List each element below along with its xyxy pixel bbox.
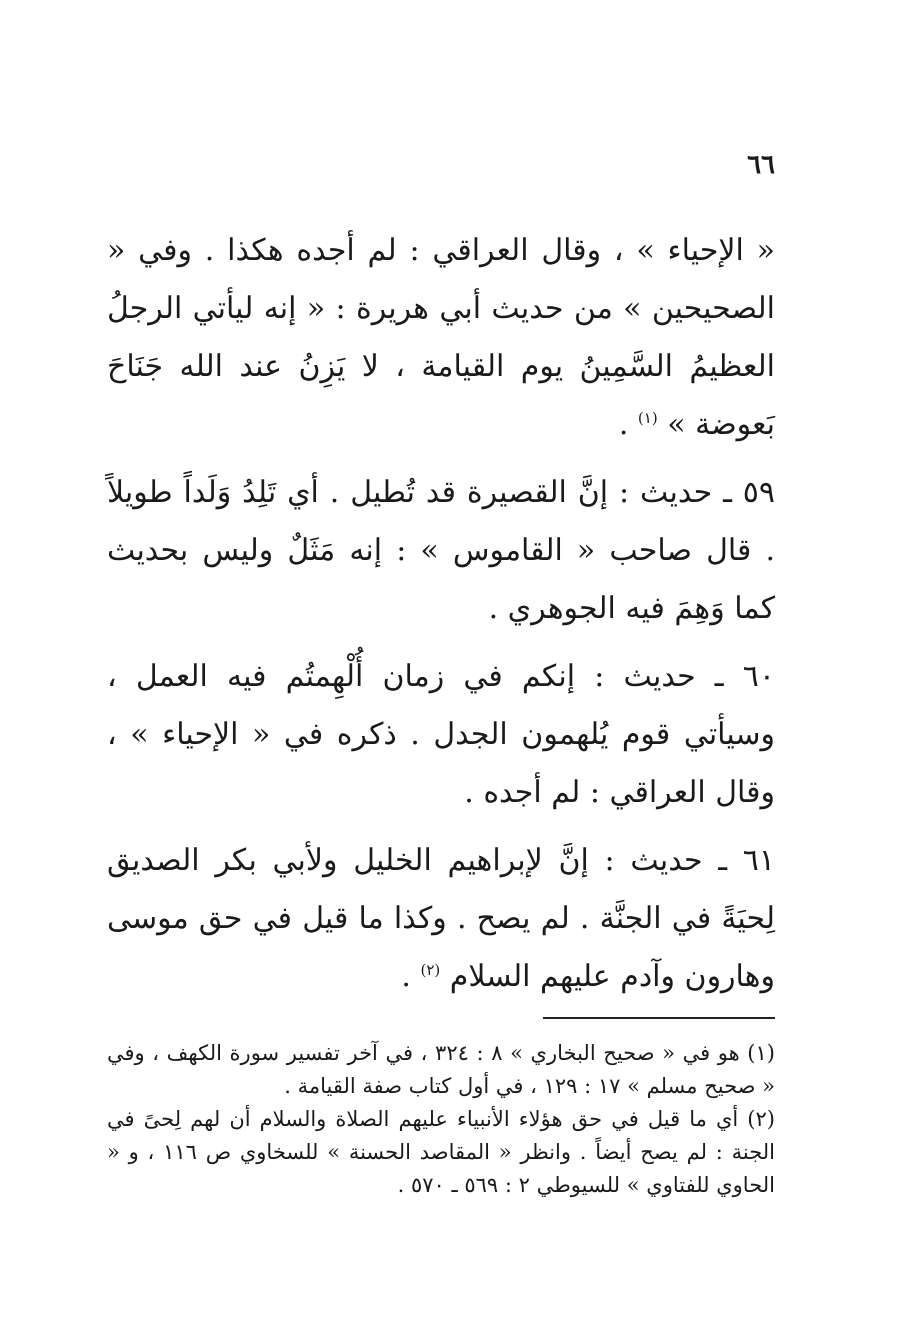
paragraph-end-mark: . bbox=[618, 407, 638, 442]
paragraph-end-mark: . bbox=[401, 959, 421, 994]
page-number: ٦٦ bbox=[747, 150, 775, 180]
paragraph-hadith-59: ٥٩ ـ حديث : إنَّ القصيرة قد تُطيل . أي تَلِدُ وَلَداً طويلاً . قال صاحب « القاموس » : إنه مَثَلٌ وليس بحديث كما وَهِمَ فيه الجوهري . bbox=[107, 475, 775, 626]
footnote-1: (١) هو في « صحيح البخاري » ٨ : ٣٢٤ ، في آخر تفسير سورة الكهف ، وفي « صحيح مسلم » ١٧ : ١٢٩ ، في أول كتاب صفة القيامة . bbox=[107, 1041, 775, 1098]
paragraph-hadith-60: ٦٠ ـ حديث : إنكم في زمان أُلْهِمتُم فيه العمل ، وسيأتي قوم يُلهمون الجدل . ذكره في « الإحياء » ، وقال العراقي : لم أجده . bbox=[107, 659, 775, 810]
paragraph-continuation bbox=[107, 222, 775, 454]
paragraph-hadith-61 bbox=[107, 832, 775, 1006]
paragraph-text: ٦١ ـ حديث : إنَّ لإبراهيم الخليل ولأبي بكر الصديق لِحيَةً في الجنَّة . لم يصح . وكذا ما قيل في حق موسى وهارون وآدم عليهم السلام bbox=[107, 843, 775, 994]
footnote-ref-2: (٢) bbox=[420, 961, 441, 979]
footnote-2: (٢) أي ما قيل في حق هؤلاء الأنبياء عليهم الصلاة والسلام أن لهم لِحىً في الجنة : لم يصح أيضاً . وانظر « المقاصد الحسنة » للسخاوي ص ١١٦ ، و « الحاوي للفتاوي » للسيوطي ٢ : ٥٦٩ ـ ٥٧٠ . bbox=[107, 1107, 775, 1197]
footnote-ref-1: (١) bbox=[637, 409, 658, 427]
paragraph-text: « الإحياء » ، وقال العراقي : لم أجده هكذا . وفي « الصحيحين » من حديث أبي هريرة : « إنه ليأتي الرجلُ العظيمُ السَّمِينُ يوم القيامة ، لا يَزِنُ عند الله جَنَاحَ بَعوضة » bbox=[107, 233, 775, 442]
main-text bbox=[107, 222, 775, 1016]
footnotes bbox=[107, 1037, 775, 1202]
footnote-divider bbox=[543, 1017, 775, 1019]
